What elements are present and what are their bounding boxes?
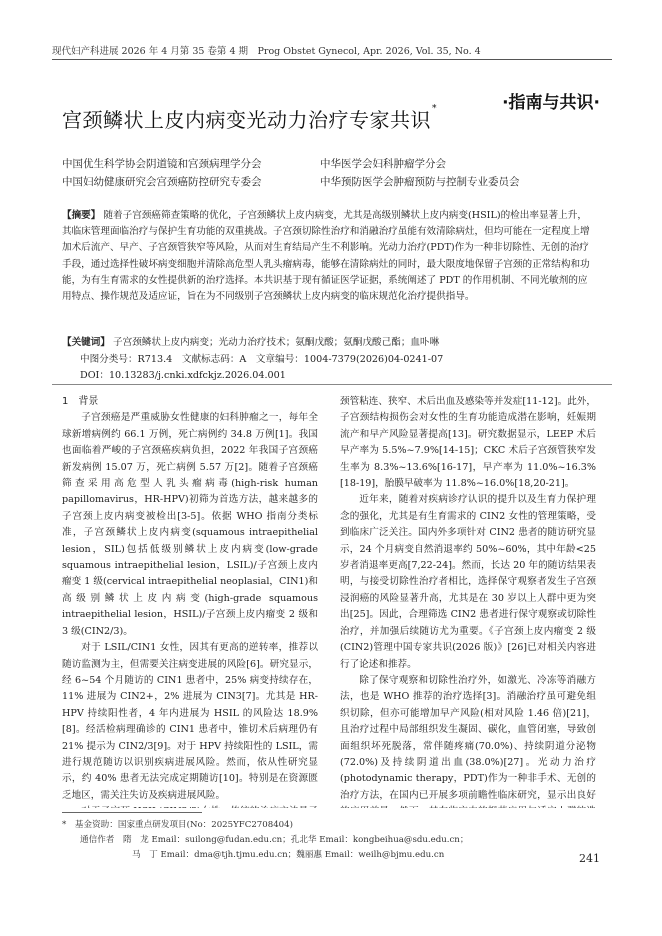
body-paragraph: 子宫颈癌是严重威胁女性健康的妇科肿瘤之一，每年全球新增病例约 66.1 万例，死亡病例约 34.8 万例[1]。我国也面临着严峻的子宫颈癌疾病负担，2022 年我国子宫颈癌新发病例 15.07 万，死亡病例 5.57 万[2]。随着子宫颈癌筛查采用高危型人乳头瘤病毒(high-risk human papillomavirus，HR-HPV)初筛为首选方法，越来越多的子宫颈上皮内病变被检出[3-5]。依据 WHO 指南分类标准，子宫颈鳞状上皮内病变(squamous intraepithelial lesion，SIL)包括低级别鳞状上皮内病变(low-grade squamous intraepithelial lesion，LSIL)/子宫颈上皮内瘤变 1 级(cervical intraepithelial neoplasial，CIN1)和高级别鳞状上皮内病变(high-grade squamous intraepithelial lesion，HSIL)/子宫颈上皮内瘤变 2 级和 3 级(CIN2/3)。 — [62, 412, 318, 637]
abstract-label: 【摘要】 — [62, 210, 101, 221]
section-divider — [52, 384, 612, 385]
body-paragraph: 颈管粘连、狭窄、术后出血及感染等并发症[11-12]。此外，子宫颈结构损伤会对女性的生育功能造成潜在影响，妊娠期流产和早产风险显著提高[13]。研究数据显示，LEEP 术后早产率为 5.5%~7.9%[14-15]；CKC 术后子宫颈管狭窄发生率为 8.3%~13.6%[16-17]，早产率为 11.0%~16.3%[18-19]，胎膜早破率为 11.8%~16.0%[18,20-21]。 — [340, 396, 596, 490]
abstract — [62, 208, 594, 305]
classification-line: 中图分类号：R713.4 文献标志码：A 文章编号：1004-7379(2026)04-0241-07 — [80, 354, 444, 365]
doi-line: DOI：10.13283/j.cnki.xdfckjz.2026.04.001 — [80, 370, 286, 381]
body-paragraph: 除了保守观察和切除性治疗外，如激光、冷冻等消融方法，也是 WHO 推荐的治疗选择[3]。消融治疗虽可避免组织切除，但亦可能增加早产风险(相对风险 1.46 倍)[21]，且治疗过程中局部组织发生凝固、碳化，血管闭塞，导致创面组织坏死脱落，常伴随疼痛(70.0%)、持续阴道分泌物(72.0%)及持续阴道出血(38.0%)[27]。光动力治疗(photodynamic therapy，PDT)作为一种非手术、无创的治疗方法，在国内已开展多项前瞻性临床研究，显示出良好 — [340, 674, 596, 801]
footnote-rule — [62, 812, 202, 813]
header-rule — [52, 59, 612, 60]
body-column-left — [62, 394, 318, 808]
abstract-text: 随着子宫颈癌筛查策略的优化，子宫颈鳞状上皮内病变，尤其是高级别鳞状上皮内病变(HSIL)的检出率显著上升，其临床管理面临治疗与保护生育功能的双重挑战。子宫颈切除性治疗和消融治疗虽能有效清除病灶，但均可能在一定程度上增加术后流产、早产、子宫颈管狭窄等风险，从而对生育结局产生不利影响。光动力治疗(PDT)作为一种非切除性、无创的治疗手段，通过选择性破坏病变细胞并清除高危型人乳头瘤病毒，能够在清除病灶的同时，最大限度地保留子宫颈的正常结构和功能，为有生育需求的女性提供新的治疗选择。本共识基于现有循证医学证据，系统阐述了 PDT 的作用机制、不同光敏剂的应用特点、操作规范及适应证，旨在为不同级别子宫颈鳞状上皮内病变的临床规范化治疗提供指导。 — [62, 210, 590, 303]
affiliation-4: 中华预防医学会肿瘤预防与控制专业委员会 — [320, 176, 520, 188]
article-title — [62, 104, 437, 133]
body-paragraph: 近年来，随着对疾病诊疗认识的提升以及生育力保护理念的强化，尤其是有生育需求的 CIN2 女性的管理策略，受到临床广泛关注。国内外多项针对 CIN2 患者的随访研究显示，24 个月病变自然消退率约 50%~60%，其中年龄<25 岁者消退率更高[7,22-24]。然而，长达 20 年的随访结果表明，与接受切除性治疗者相比，选择保守观察者发生子宫颈浸润癌的风险显著升高，尤其是在 30 岁以上人群中更为突出[25]。因此，合理筛选 CIN2 患者进行保守观察或切除性治疗，并加强后续随访尤为重要。《子宫颈上皮内瘤变 2 级(CIN2)管理中国专家共识(2026 版)》[26]已对相关内容进行了论述和推荐。 — [340, 494, 596, 670]
running-header: 现代妇产科进展 2026 年 4 月第 35 卷第 4 期 Prog Obstet Gynecol, Apr. 2026, Vol. 35, No. 4 — [52, 46, 481, 57]
footnote-funding: * 基金资助：国家重点研发项目(No：2025YFC2708404) — [62, 820, 293, 830]
body-paragraph: 对于 LSIL/CIN1 女性，因其有更高的逆转率，推荐以随访监测为主，但需要关注病变进展的风险[6]。研究显示，经 6~54 个月随访的 CIN1 患者中，25% 病变持续存在，11% 进展为 CIN2+，2% 进展为 CIN3[7]。尤其是 HR-HPV 持续阳性者，4 年内进展为 HSIL 的风险达 18.9%[8]。经活检病理确诊的 CIN1 患者中，锥切术后病理仍有 21% 提示为 CIN2/3[9]。对于 HPV 持续阳性的 LSIL，需进行规范随访以识别疾病进展风险。然而，依从性研究显示，约 40% 患者无法完成定期随访[10]。特别是在资源匮乏地区，需关注失访及疾病进展风险。 — [62, 642, 318, 801]
title-text: 宫颈鳞状上皮内病变光动力治疗专家共识 — [62, 108, 431, 132]
section-heading-background: 1 背景 — [62, 396, 99, 407]
column-tag: ·指南与共识· — [502, 93, 600, 113]
body-paragraph — [62, 804, 318, 808]
keywords-label: 【关键词】 — [62, 337, 110, 348]
affiliation-3: 中国妇幼健康研究会宫颈癌防控研究专委会 — [62, 176, 262, 188]
body-column-right — [340, 394, 596, 808]
affiliation-2: 中华医学会妇科肿瘤学分会 — [320, 158, 446, 170]
keywords-text: 子宫颈鳞状上皮内病变；光动力治疗技术；氨酮戊酸；氨酮戊酸己酯；血卟啉 — [113, 337, 440, 348]
footnote-corresponding-2: 马 丁 Email：dma@tjh.tjmu.edu.cn；魏丽惠 Email：weilh@bjmu.edu.cn — [132, 850, 445, 860]
footnote-corresponding-1: 通信作者 隋 龙 Email：suilong@fudan.edu.cn；孔北华 Email：kongbeihua@sdu.edu.cn； — [80, 835, 469, 845]
page-number: 241 — [579, 852, 600, 865]
title-footnote-mark: * — [432, 104, 437, 114]
keywords — [62, 335, 594, 351]
affiliation-1: 中国优生科学协会阴道镜和宫颈病理学分会 — [62, 158, 262, 170]
